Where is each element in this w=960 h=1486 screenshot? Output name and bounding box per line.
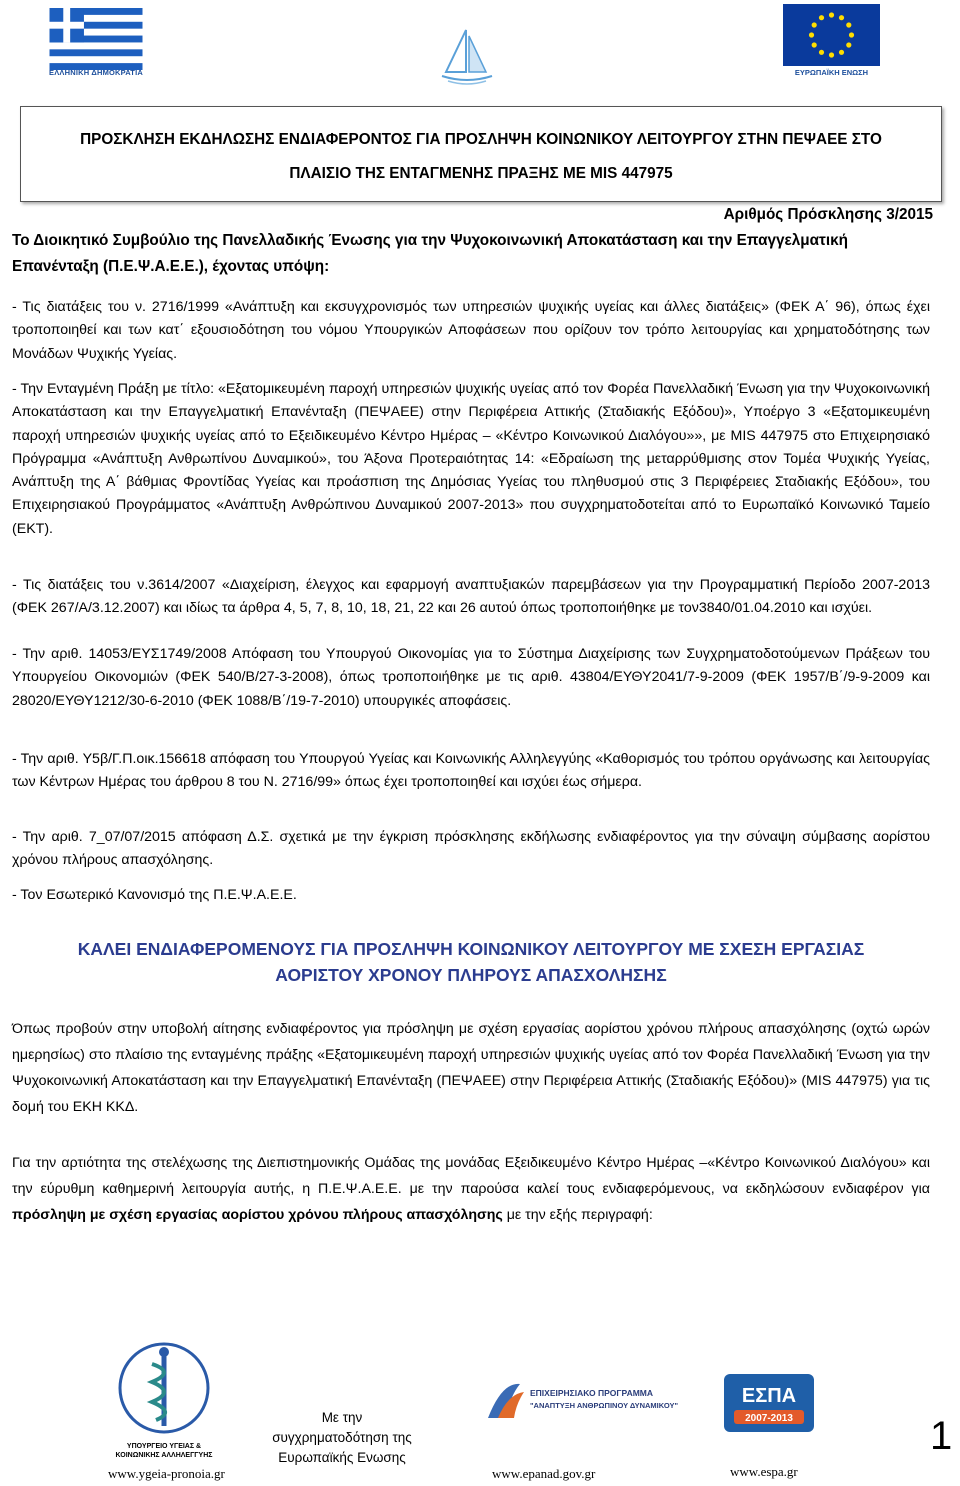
flag-caption: ΕΛΛΗΝΙΚΗ ΔΗΜΟΚΡΑΤΙΑ bbox=[49, 68, 143, 77]
intro-line-1: Το Διοικητικό Συμβούλιο της Πανελλαδικής Ένωσης για την Ψυχοκοινωνική Αποκατάσταση και την Επαγγελματική bbox=[12, 232, 848, 249]
eu-caption: ΕΥΡΩΠΑΪΚΗ ΕΝΩΣΗ bbox=[794, 68, 869, 77]
call-number: Αριθμός Πρόσκλησης 3/2015 bbox=[723, 206, 933, 223]
cofunding-line-2: συγχρηματοδότηση της bbox=[272, 1430, 412, 1445]
paragraph-board-decision: - Την αριθ. 7_07/07/2015 απόφαση Δ.Σ. σχετικά με την έγκριση πρόσκλησης εκδήλωσης ενδιαφέροντος για την σύναψη σύμβασης αορίστου χρόνου πλήρους απασχόλησης. bbox=[12, 829, 930, 869]
epan-link[interactable]: www.epanad.gov.gr bbox=[492, 1466, 596, 1481]
paragraph-application: Όπως προβούν στην υποβολή αίτησης ενδιαφέροντος για πρόσληψη με σχέση εργασίας αορίστου χρόνου πλήρους απασχόλησης (οχτώ ωρών ημερησίως) στο πλαίσιο της ενταγμένης πράξης «Εξατομικευμένη παροχή υπηρεσιών ψυχικής υγείας από τον Φορέα Πανελλαδική Ένωση για την Ψυχοκοινωνική Αποκατάσταση και την Επαγγελματική Επανένταξη (ΠΕΨΑΕΕ) στην Περιφέρεια Αττικής (Σταδιακής Εξόδου)» (MIS 447975) για τις δομή του ΕΚΗ ΚΚΔ. bbox=[12, 1021, 930, 1115]
epan-title-line-2: "ΑΝΑΠΤΥΞΗ ΑΝΘΡΩΠΙΝΟΥ ΔΥΝΑΜΙΚΟΥ" bbox=[530, 1401, 679, 1410]
cofunding-line-3: Ευρωπαϊκής Ενωσης bbox=[278, 1450, 406, 1465]
page-number: 1 bbox=[930, 1414, 953, 1458]
paragraph-internal-regulation: - Τον Εσωτερικό Κανονισμό της Π.Ε.Ψ.Α.Ε.Ε. bbox=[12, 887, 297, 903]
staffing-text: Για την αρτιότητα της στελέχωσης της Διεπιστημονικής Ομάδας της μονάδας Εξειδικευμένο Κέντρο Ημέρας –«Κέντρο Κοινωνικού Διαλόγου» και την εύρυθμη καθημερινή λειτουργία αυτής, η Π.Ε.Ψ.Α.Ε.Ε. με την παρούσα καλεί τους ενδιαφερόμενους, να εκδηλώσουν ενδιαφέρον για bbox=[12, 1155, 930, 1197]
paragraph-staffing bbox=[12, 1150, 930, 1228]
greek-flag-logo bbox=[42, 8, 150, 70]
call-heading bbox=[12, 936, 930, 988]
paragraph-integrated-action: - Την Ενταγμένη Πράξη με τίτλο: «Εξατομικευμένη παροχή υπηρεσιών ψυχικής υγείας από τον Φορέα Πανελλαδική Ένωση για την Ψυχοκοινωνική Αποκατάσταση και την Επαγγελματική Επανένταξη (ΠΕΨΑΕΕ) στην Περιφέρεια Αττικής (Σταδιακής Εξόδου)», Υποέργο 3 «Εξατομικευμένη παροχή υπηρεσιών ψυχικής υγείας από το Εξειδικευμένο Κέντρο Ημέρας – «Κέντρο Κοινωνικού Διαλόγου»», με MIS 447975 στο Επιχειρησιακό Πρόγραμμα «Ανάπτυξη Ανθρωπίνου Δυναμικού», του Άξονα Προτεραιότητας 14: «Εδραίωση της μεταρρύθμισης στον Τομέα Ψυχικής Υγείας, Ανάπτυξη της Α΄ βάθμιας Φροντίδας Υγείας και προάσπιση της Δημόσιας Υγείας του πληθυσμού στις 3 Περιφέρειες Σταδιακής Εξόδου», του Επιχειρησιακού Προγράμματος «Ανάπτυξη Ανθρώπινου Δυναμικού 2007-2013» που συγχρηματοδοτείται από το Ευρωπαϊκό Κοινωνικό Ταμείο (ΕΚΤ). bbox=[12, 381, 930, 537]
paragraph-law-2716: - Τις διατάξεις του ν. 2716/1999 «Ανάπτυξη και εκσυγχρονισμός των υπηρεσιών ψυχικής υγείας και άλλες διατάξεις» (ΦΕΚ Α΄ 96), όπως έχει τροποποιηθεί και των κατ΄ εξουσιοδότηση του νόμου Υπουργικών Αποφάσεων που ορίζουν τον τρόπο λειτουργίας και χρηματοδότησης των Μονάδων Ψυχικής Υγείας. bbox=[12, 299, 930, 362]
call-heading-line-1: ΚΑΛΕΙ ΕΝΔΙΑΦΕΡΟΜΕΝΟΥΣ ΓΙΑ ΠΡΟΣΛΗΨΗ ΚΟΙΝΩΝΙΚΟΥ ΛΕΙΤΟΥΡΓΟΥ ΜΕ ΣΧΕΣΗ ΕΡΓΑΣΙΑΣ bbox=[77, 939, 865, 959]
cofunding-text bbox=[262, 1408, 422, 1468]
epan-programme-logo bbox=[482, 1374, 679, 1428]
intro-line-2: Επανένταξη (Π.Ε.Ψ.Α.Ε.Ε.), έχοντας υπόψη: bbox=[12, 258, 330, 275]
eu-flag-logo bbox=[783, 4, 880, 66]
cofunding-line-1: Με την bbox=[321, 1410, 363, 1425]
paragraph-law-3614: - Τις διατάξεις του ν.3614/2007 «Διαχείριση, έλεγχος και εφαρμογή αναπτυξιακών παρεμβάσεων για την Προγραμματική Περίοδο 2007-2013 (ΦΕΚ 267/Α/3.12.2007) και ιδίως τα άρθρα 4, 5, 7, 8, 10, 18, 21, 22 και 26 αυτού όπως τροποποιήθηκε με τον3840/01.04.2010 και ισχύει. bbox=[12, 577, 930, 617]
staffing-text-end: με την εξής περιγραφή: bbox=[502, 1207, 653, 1223]
paragraph-decision-156618: - Την αριθ. Υ5β/Γ.Π.οικ.156618 απόφαση του Υπουργού Υγείας και Κοινωνικής Αλληλεγγύης «Καθορισμός του τρόπου οργάνωσης και λειτουργίας των Κέντρων Ημέρας του άρθρου 8 του Ν. 2716/99» όπως έχει τροποποιηθεί και ισχύει έως σήμερα. bbox=[12, 751, 930, 791]
epan-title-line-1: ΕΠΙΧΕΙΡΗΣΙΑΚΟ ΠΡΟΓΡΑΜΜΑ bbox=[530, 1388, 654, 1398]
ministry-name: ΥΠΟΥΡΓΕΙΟ ΥΓΕΙΑΣ & ΚΟΙΝΩΝΙΚΗΣ ΑΛΛΗΛΕΓΓΥΗΣ bbox=[115, 1443, 213, 1459]
espa-label: ΕΣΠΑ bbox=[741, 1385, 797, 1407]
call-heading-line-2: ΑΟΡΙΣΤΟΥ ΧΡΟΝΟΥ ΠΛΗΡΟΥΣ ΑΠΑΣΧΟΛΗΣΗΣ bbox=[275, 965, 667, 985]
sailboat-logo bbox=[438, 26, 496, 88]
staffing-emphasis: πρόσληψη με σχέση εργασίας αορίστου χρόνου πλήρους απασχόλησης bbox=[12, 1207, 503, 1223]
espa-years: 2007-2013 bbox=[745, 1413, 793, 1424]
ministry-of-health-logo bbox=[112, 1338, 216, 1438]
document-title-line-1: ΠΡΟΣΚΛΗΣΗ ΕΚΔΗΛΩΣΗΣ ΕΝΔΙΑΦΕΡΟΝΤΟΣ ΓΙΑ ΠΡΟΣΛΗΨΗ ΚΟΙΝΩΝΙΚΟΥ ΛΕΙΤΟΥΡΓΟΥ ΣΤΗΝ ΠΕΨΑΕΕ ΣΤΟ bbox=[80, 131, 882, 148]
title-box bbox=[20, 106, 942, 202]
ministry-link[interactable]: www.ygeia-pronoia.gr bbox=[108, 1466, 225, 1481]
espa-logo bbox=[722, 1370, 816, 1436]
paragraph-decision-14053: - Την αριθ. 14053/ΕΥΣ1749/2008 Απόφαση του Υπουργού Οικονομίας για το Σύστημα Διαχείρισης των Συγχρηματοδοτούμενων Πράξεων του Υπουργείου Οικονομιών (ΦΕΚ 540/Β/27-3-2008), όπως τροποποιήθηκε με τις αριθ. 43804/ΕΥΘΥ2041/7-9-2009 (ΦΕΚ 1957/Β΄/9-9-2009 και 28020/ΕΥΘΥ1212/30-6-2010 (ΦΕΚ 1088/Β΄/19-7-2010) υπουργικές αποφάσεις. bbox=[12, 646, 930, 709]
document-title-line-2: ΠΛΑΙΣΙΟ ΤΗΣ ΕΝΤΑΓΜΕΝΗΣ ΠΡΑΞΗΣ ΜΕ MIS 447975 bbox=[289, 165, 673, 182]
espa-link[interactable]: www.espa.gr bbox=[730, 1464, 798, 1479]
